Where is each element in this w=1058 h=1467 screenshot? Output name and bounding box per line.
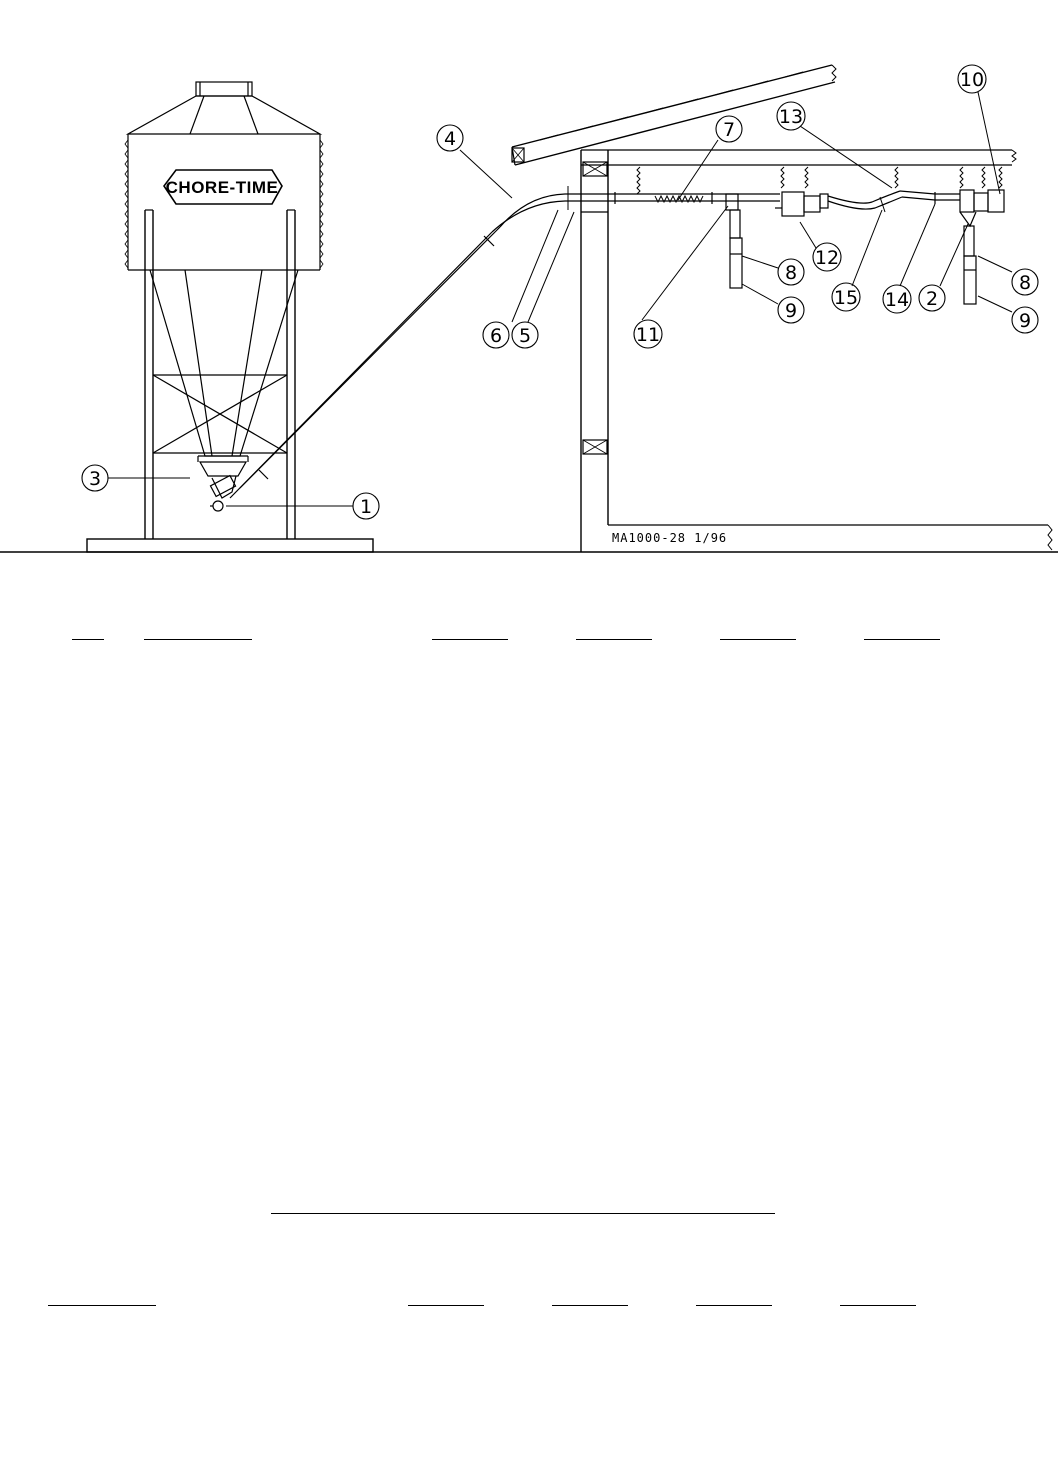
callouts bbox=[82, 65, 1038, 519]
callout-5 bbox=[512, 322, 538, 348]
callout-7 bbox=[716, 116, 742, 142]
callout-14-label: 14 bbox=[884, 289, 910, 311]
callout-15 bbox=[832, 283, 860, 311]
callout-10-label: 10 bbox=[959, 69, 985, 91]
header-rule-3 bbox=[432, 639, 508, 640]
callout-13 bbox=[777, 102, 805, 130]
feed-bin bbox=[87, 82, 373, 552]
callout-12 bbox=[813, 243, 841, 271]
callout-8b-label: 8 bbox=[1018, 272, 1032, 294]
callout-10 bbox=[958, 65, 986, 93]
callout-9a-label: 9 bbox=[784, 300, 798, 322]
header-rule-7 bbox=[48, 1305, 156, 1306]
callout-1 bbox=[353, 493, 379, 519]
callout-9b-label: 9 bbox=[1018, 310, 1032, 332]
callout-4 bbox=[437, 125, 463, 151]
header-rule-1 bbox=[72, 639, 104, 640]
callout-5-label: 5 bbox=[518, 325, 532, 347]
callout-12-label: 12 bbox=[814, 247, 840, 269]
callout-8a bbox=[778, 259, 804, 285]
callout-9b bbox=[1012, 307, 1038, 333]
header-rule-5 bbox=[720, 639, 796, 640]
callout-15-label: 15 bbox=[833, 287, 859, 309]
callout-6-label: 6 bbox=[489, 325, 503, 347]
header-rule-10 bbox=[696, 1305, 772, 1306]
callout-8b bbox=[1012, 269, 1038, 295]
callout-9a bbox=[778, 297, 804, 323]
bin-base-slab bbox=[87, 539, 373, 552]
header-rule-9 bbox=[552, 1305, 628, 1306]
logo-text: CHORE-TIME bbox=[165, 178, 279, 197]
callout-2-label: 2 bbox=[925, 288, 939, 310]
callout-14 bbox=[883, 285, 911, 313]
callout-1-label: 1 bbox=[359, 496, 373, 518]
callout-11 bbox=[634, 320, 662, 348]
drawing-number: MA1000-28 1/96 bbox=[612, 531, 728, 545]
callout-3-label: 3 bbox=[88, 468, 102, 490]
callout-11-label: 11 bbox=[635, 324, 661, 346]
callout-4-label: 4 bbox=[443, 128, 457, 150]
callout-8a-label: 8 bbox=[784, 262, 798, 284]
section-rule bbox=[271, 1213, 775, 1214]
callout-6 bbox=[483, 322, 509, 348]
header-rule-6 bbox=[864, 639, 940, 640]
callout-13-label: 13 bbox=[778, 106, 804, 128]
header-rule-11 bbox=[840, 1305, 916, 1306]
header-rule-8 bbox=[408, 1305, 484, 1306]
header-rule-2 bbox=[144, 639, 252, 640]
building bbox=[512, 65, 1052, 552]
callout-7-label: 7 bbox=[722, 119, 736, 141]
header-rule-4 bbox=[576, 639, 652, 640]
callout-2 bbox=[919, 285, 945, 311]
callout-3 bbox=[82, 465, 108, 491]
